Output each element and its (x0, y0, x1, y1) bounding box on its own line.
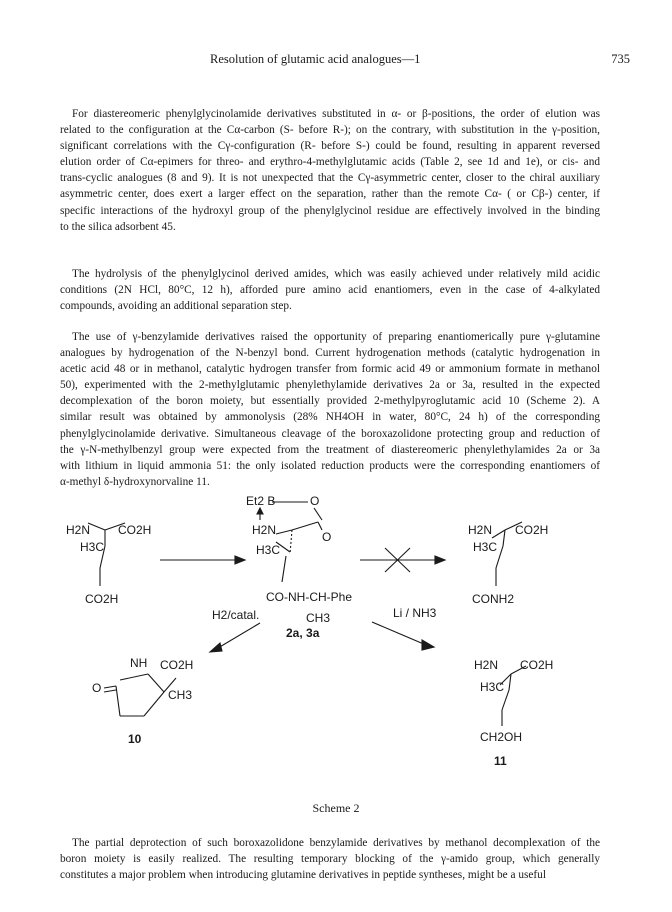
glutamine-amine: H2N (468, 523, 493, 537)
text-line: α-methyl δ-hydroxynorvaline 11. (60, 475, 210, 488)
text-line: related to the configuration at the Cα-carbon (S- before R-); on the contrary, with substitution in the γ-position, (60, 124, 600, 137)
text-line: compounds, avoiding an additional separation step. (60, 300, 292, 313)
norvaline-methyl: H3C (480, 680, 505, 694)
compound-label-10: 10 (128, 732, 142, 746)
text-line: elution order of Cα-epimers for threo- and erythro-4-methylglutamic acids (Table 2, see 1d and 1e), or cis- and (60, 156, 600, 169)
text-line: The hydrolysis of the phenylglycinol derived amides, which was easily achieved under relatively mild acidic (72, 268, 600, 280)
scheme-caption: Scheme 2 (312, 801, 360, 815)
text-line: 50), experimented with the 2-methylglutamic phenylethylamide derivatives 2a or 3a, resulted in the expected (60, 379, 600, 392)
text-line: analogues by hydrogenation of the N-benzyl bond. Current hydrogenation methods (catalytic hydrogenation in (60, 347, 600, 360)
norvaline-acid: CO2H (520, 658, 554, 672)
complex-carbonyl-oxygen: O (322, 530, 332, 544)
complex-amide: CO-NH-CH-Phe (266, 590, 353, 604)
running-header (60, 52, 630, 72)
text-line: similar result was obtained by ammonolysis (28% NH4OH in water, 80°C, 24 h) of the corresponding (60, 411, 600, 424)
hydrogenation-arrow (218, 623, 260, 648)
complex-boron: Et2 B (246, 494, 276, 508)
complex-methyl: H3C (256, 543, 281, 557)
paragraph-1 (60, 106, 600, 235)
text-line: phenylglycinolamide derivative. Simultaneous cleavage of the boroxazolidone protecting group and reduction of (60, 427, 600, 440)
text-line: to the silica adsorbent 45. (60, 220, 176, 233)
page-number: 735 (611, 52, 630, 66)
text-line: the γ-N-methylbenzyl group were expected from the treatment of diastereomeric phenylethylamides 2a or 3a (60, 443, 600, 456)
reagent-hydrogenation: H2/catal. (212, 608, 260, 622)
glutamine-amide: CONH2 (472, 592, 515, 606)
glutamine-methyl: H3C (473, 540, 498, 554)
text-line: significant correlations with the Cγ-configuration (R- before S-) could be found, resulting in apparent reversed (60, 140, 600, 153)
norvaline-amine: H2N (474, 658, 499, 672)
start-methyl: H3C (80, 540, 105, 554)
pyroglutamic-nh: NH (130, 656, 148, 670)
reaction-scheme (60, 490, 600, 790)
text-line: constitutes a major problem when introducing glutamine derivatives in peptide syntheses, might be a useful (60, 869, 546, 882)
paragraph-3 (60, 329, 600, 490)
start-amine: H2N (66, 523, 91, 537)
text-line: with lithium in liquid ammonia 51: the only isolated reduction products were the corresponding enantiomers of (60, 459, 600, 472)
text-line: The partial deprotection of such boroxazolidone benzylamide derivatives by methanol decomplexation of the (72, 837, 600, 849)
compound-label-2a-3a: 2a, 3a (286, 626, 320, 640)
text-line: boron moiety is easily realized. The resulting temporary blocking of the γ-amido group, which generally (60, 853, 600, 866)
compound-label-11: 11 (494, 754, 507, 768)
text-line: conditions (2N HCl, 80°C, 12 h), afforded pure amino acid enantiomers, even in the case of 4-alkylated (60, 284, 600, 297)
reagent-lithium-ammonia: Li / NH3 (393, 606, 437, 620)
pyroglutamic-oxo: O (92, 681, 102, 695)
paragraph-2 (60, 266, 600, 314)
running-title: Resolution of glutamic acid analogues—1 (210, 52, 421, 66)
norvaline-alcohol: CH2OH (480, 730, 523, 744)
pyroglutamic-methyl: CH3 (168, 688, 193, 702)
text-line: specific interactions of the hydroxyl group of the phenylglycinol residue are effectively involved in the binding (60, 204, 600, 217)
text-line: For diastereomeric phenylglycinolamide derivatives substituted in α- or β-positions, the order of elution was (72, 108, 600, 120)
complex-amine: H2N (252, 523, 277, 537)
start-acid: CO2H (118, 523, 152, 537)
complex-amide-methyl: CH3 (306, 611, 331, 625)
text-line: The use of γ-benzylamide derivatives raised the opportunity of preparing enantiomerically pure γ-glutamine (72, 331, 600, 343)
pyroglutamic-acid: CO2H (160, 658, 194, 672)
reduction-arrow (372, 622, 426, 645)
glutamine-acid: CO2H (515, 523, 549, 537)
complex-oxygen: O (310, 494, 320, 508)
text-line: acetic acid 48 or in methanol, catalytic hydrogen transfer from formic acid 49 or ammonium formate in methanol (60, 363, 600, 376)
text-line: decomplexation of the boron moiety, but essentially provided 2-methylpyroglutamic acid 10 (Scheme 2). A (60, 395, 600, 408)
text-line: trans-cyclic analogues (8 and 9). It is not unexpected that the Cγ-asymmetric center, closer to the chiral auxiliary (60, 172, 600, 185)
text-line: asymmetric center, does exert a larger effect on the separation, rather than the remote Cα- ( or Cβ-) center, if (60, 188, 600, 201)
start-side-acid: CO2H (85, 592, 119, 606)
paragraph-4 (60, 835, 600, 883)
